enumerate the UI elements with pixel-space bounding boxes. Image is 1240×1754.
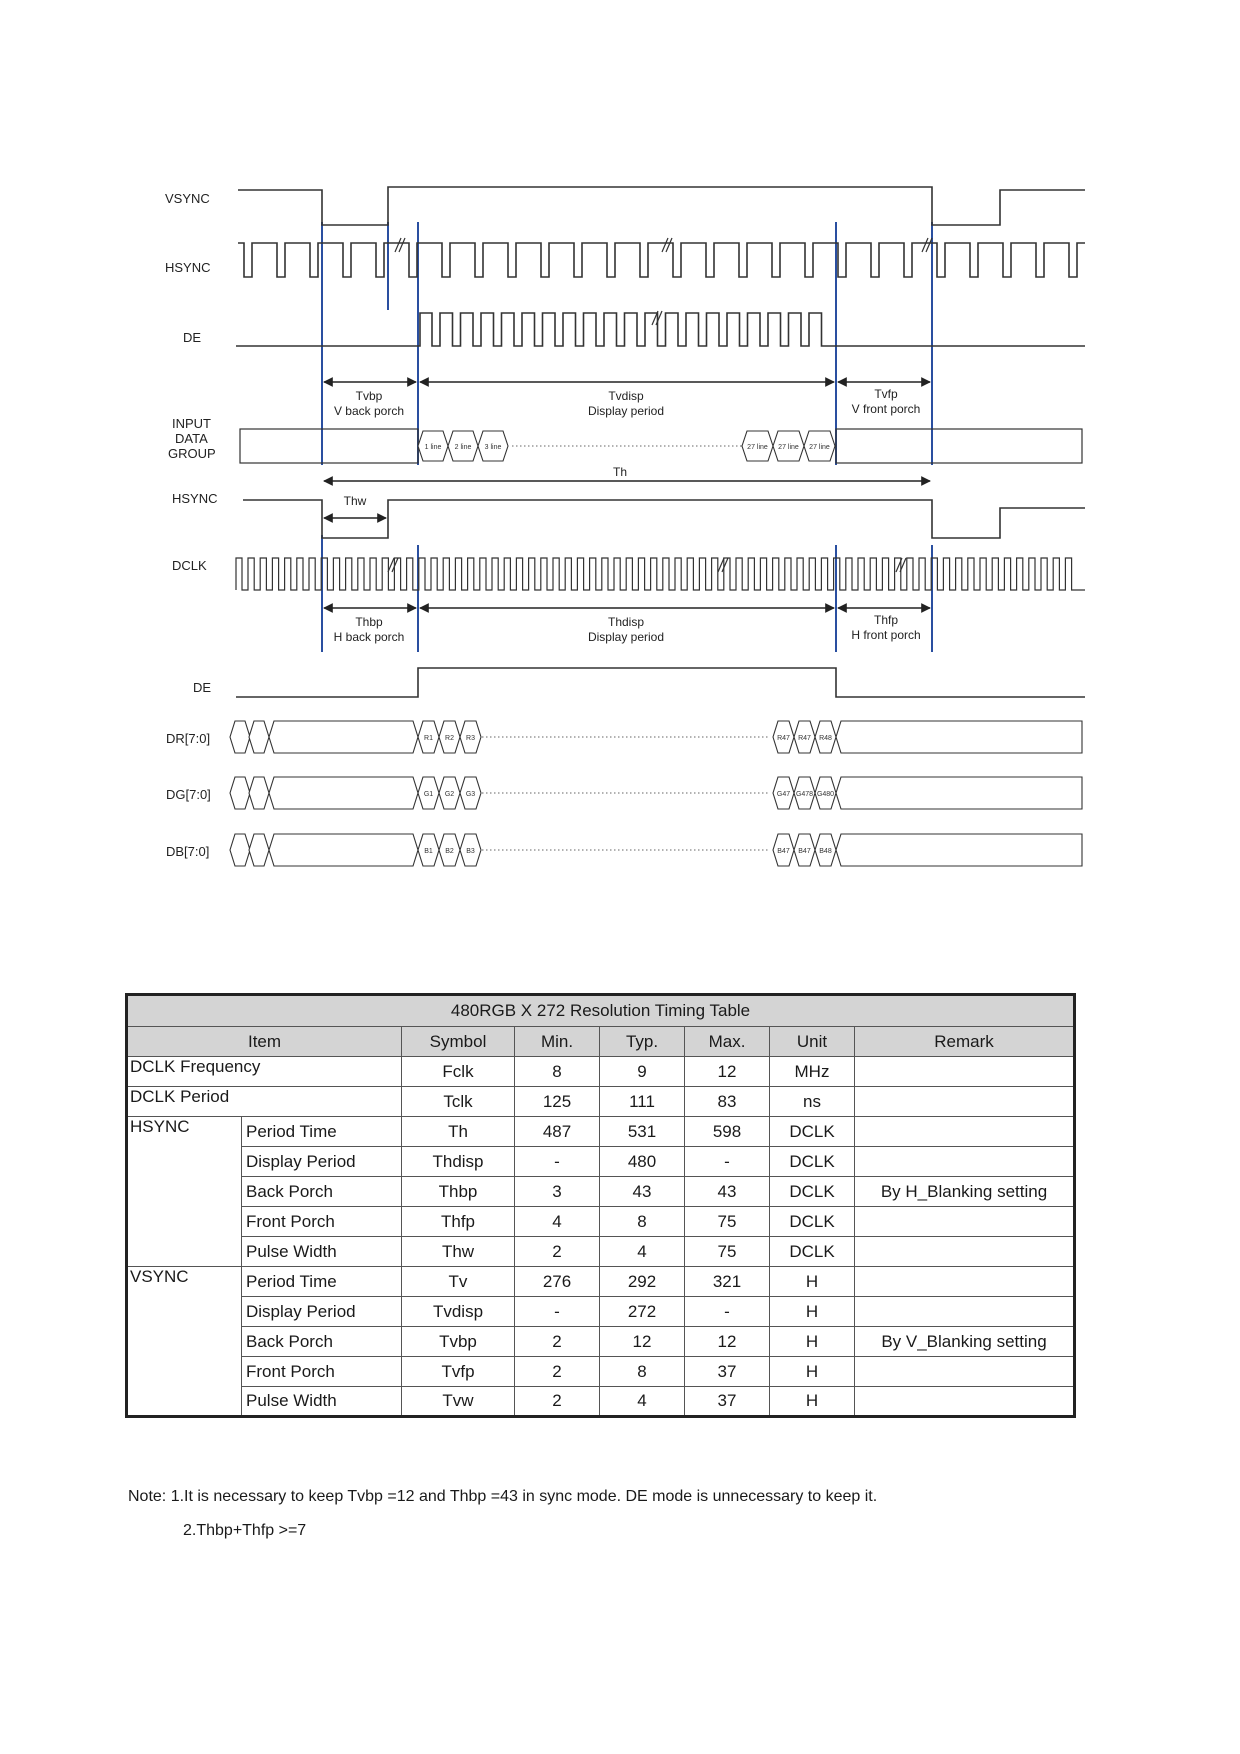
row-remark xyxy=(855,1087,1075,1117)
line-cell-first-1-label: 1 line xyxy=(424,444,442,451)
header-item: Item xyxy=(127,1027,402,1057)
bus-dg-last-2-label: G478 xyxy=(795,791,814,798)
dclk-waveform xyxy=(236,558,1085,590)
row-max: 37 xyxy=(685,1357,770,1387)
row-remark: By H_Blanking setting xyxy=(855,1177,1075,1207)
row-symbol: Thw xyxy=(402,1237,515,1267)
dg-label: DG[7:0] xyxy=(166,787,211,802)
table-row xyxy=(127,1087,1075,1117)
bus-db-blank xyxy=(269,834,418,866)
bus-db-lead-1 xyxy=(230,834,250,866)
bus-dr-lead-2 xyxy=(249,721,269,753)
bus-db-last-2-label: B47 xyxy=(798,848,811,855)
bus-dr-blank xyxy=(269,721,418,753)
row-max: - xyxy=(685,1147,770,1177)
header-typ: Typ. xyxy=(600,1027,685,1057)
row-min: 2 xyxy=(515,1237,600,1267)
de-bottom-label: DE xyxy=(193,680,212,695)
table-row xyxy=(127,1147,1075,1177)
row-symbol: Fclk xyxy=(402,1057,515,1087)
db-bus xyxy=(230,834,1082,866)
row-max: 598 xyxy=(685,1117,770,1147)
table-row xyxy=(127,1297,1075,1327)
thdisp-desc: Display period xyxy=(587,630,665,644)
bus-dg-lead-1 xyxy=(230,777,250,809)
line-cells xyxy=(418,431,835,461)
row-param: Back Porch xyxy=(242,1327,402,1357)
row-typ: 43 xyxy=(600,1177,685,1207)
row-param: Front Porch xyxy=(242,1207,402,1237)
note-2: 2.Thbp+Thfp >=7 xyxy=(183,1522,307,1539)
row-min: 8 xyxy=(515,1057,600,1087)
row-param: Display Period xyxy=(242,1147,402,1177)
thdisp-label: Thdisp xyxy=(607,615,645,629)
row-remark xyxy=(855,1147,1075,1177)
row-param: Pulse Width xyxy=(242,1387,402,1417)
dr-label: DR[7:0] xyxy=(166,731,211,746)
row-remark xyxy=(855,1387,1075,1417)
row-typ: 12 xyxy=(600,1327,685,1357)
row-unit: H xyxy=(770,1297,855,1327)
row-remark xyxy=(855,1297,1075,1327)
note-1: Note: 1.It is necessary to keep Tvbp =12 and Thbp =43 in sync mode. DE mode is unnecessary to keep it. xyxy=(128,1488,878,1505)
row-symbol: Thfp xyxy=(402,1207,515,1237)
bus-db-first-3-label: B3 xyxy=(466,848,475,855)
row-min: 3 xyxy=(515,1177,600,1207)
th-label: Th xyxy=(612,465,628,479)
bus-db-first-1-label: B1 xyxy=(424,848,433,855)
row-unit: DCLK xyxy=(770,1177,855,1207)
input-data-label-2: DATA xyxy=(175,431,208,446)
row-symbol: Tvbp xyxy=(402,1327,515,1357)
bus-dg-last-3-label: G480 xyxy=(816,791,835,798)
bus-db-last-1-label: B47 xyxy=(777,848,790,855)
bus-db-last-3-label: B48 xyxy=(819,848,832,855)
row-min: 2 xyxy=(515,1357,600,1387)
tvdisp-desc: Display period xyxy=(587,404,665,418)
row-max: - xyxy=(685,1297,770,1327)
de-top-label: DE xyxy=(183,330,202,345)
thfp-desc: H front porch xyxy=(851,628,921,642)
thbp-label: Thbp xyxy=(355,615,383,629)
vsync-label: VSYNC xyxy=(165,191,210,206)
line-cell-first-3-label: 3 line xyxy=(484,444,502,451)
row-item: DCLK Period xyxy=(127,1087,402,1117)
table-row xyxy=(127,1207,1075,1237)
bus-dr-first-3-label: R3 xyxy=(466,735,475,742)
row-typ: 8 xyxy=(600,1357,685,1387)
hsync-top-waveform xyxy=(238,243,1085,277)
row-typ: 111 xyxy=(600,1087,685,1117)
row-min: 276 xyxy=(515,1267,600,1297)
row-typ: 480 xyxy=(600,1147,685,1177)
hsync-bottom-label: HSYNC xyxy=(172,491,218,506)
header-unit: Unit xyxy=(770,1027,855,1057)
thw-label: Thw xyxy=(343,494,367,508)
hsync-bottom-waveform xyxy=(243,500,1085,538)
row-param: Back Porch xyxy=(242,1177,402,1207)
row-max: 37 xyxy=(685,1387,770,1417)
thbp-desc: H back porch xyxy=(333,630,405,644)
row-typ: 292 xyxy=(600,1267,685,1297)
row-min: 2 xyxy=(515,1387,600,1417)
row-symbol: Thbp xyxy=(402,1177,515,1207)
table-row xyxy=(127,1177,1075,1207)
row-min: - xyxy=(515,1147,600,1177)
de-top-waveform xyxy=(236,313,1085,346)
bus-dr-last-1-label: R47 xyxy=(777,735,790,742)
tvfp-desc: V front porch xyxy=(851,402,921,416)
row-symbol: Tv xyxy=(402,1267,515,1297)
input-data-label-1: INPUT xyxy=(172,416,211,431)
header-max: Max. xyxy=(685,1027,770,1057)
row-symbol: Thdisp xyxy=(402,1147,515,1177)
bus-dg-lead-2 xyxy=(249,777,269,809)
row-typ: 272 xyxy=(600,1297,685,1327)
table-row xyxy=(127,1237,1075,1267)
table-row xyxy=(127,1267,1075,1297)
row-max: 12 xyxy=(685,1327,770,1357)
row-max: 12 xyxy=(685,1057,770,1087)
row-typ: 4 xyxy=(600,1237,685,1267)
row-typ: 9 xyxy=(600,1057,685,1087)
table-row xyxy=(127,1057,1075,1087)
dclk-label: DCLK xyxy=(172,558,207,573)
de-bottom-waveform xyxy=(236,668,1085,697)
row-max: 321 xyxy=(685,1267,770,1297)
bus-dg-blank xyxy=(269,777,418,809)
header-remark: Remark xyxy=(855,1027,1075,1057)
row-max: 75 xyxy=(685,1237,770,1267)
row-max: 43 xyxy=(685,1177,770,1207)
bus-db-lead-2 xyxy=(249,834,269,866)
row-min: - xyxy=(515,1297,600,1327)
bus-dr-first-2-label: R2 xyxy=(445,735,454,742)
line-cell-last-3-label: 27 line xyxy=(809,444,830,451)
row-item: DCLK Frequency xyxy=(127,1057,402,1087)
row-unit: H xyxy=(770,1327,855,1357)
row-param: Front Porch xyxy=(242,1357,402,1387)
table-title: 480RGB X 272 Resolution Timing Table xyxy=(127,995,1075,1027)
line-cell-last-2-label: 27 line xyxy=(778,444,799,451)
vsync-waveform xyxy=(238,187,1085,225)
dg-bus xyxy=(230,777,1082,809)
tvfp-label: Tvfp xyxy=(874,387,898,401)
table-row xyxy=(127,1117,1075,1147)
input-data-label-3: GROUP xyxy=(168,446,216,461)
row-remark xyxy=(855,1357,1075,1387)
row-max: 75 xyxy=(685,1207,770,1237)
row-unit: H xyxy=(770,1267,855,1297)
row-min: 487 xyxy=(515,1117,600,1147)
row-symbol: Tvdisp xyxy=(402,1297,515,1327)
row-param: Display Period xyxy=(242,1297,402,1327)
row-unit: H xyxy=(770,1357,855,1387)
dr-bus xyxy=(230,721,1082,753)
table-row xyxy=(127,1387,1075,1417)
db-label: DB[7:0] xyxy=(166,844,210,859)
bus-dr-lead-1 xyxy=(230,721,250,753)
bus-dg-first-1-label: G1 xyxy=(423,791,434,798)
row-symbol: Tclk xyxy=(402,1087,515,1117)
row-remark xyxy=(855,1057,1075,1087)
row-group-vsync: VSYNC xyxy=(127,1267,242,1417)
thfp-label: Thfp xyxy=(873,613,899,627)
tvbp-label: Tvbp xyxy=(355,389,383,403)
bus-dg-last-1-label: G47 xyxy=(776,791,791,798)
row-remark xyxy=(855,1267,1075,1297)
row-remark: By V_Blanking setting xyxy=(855,1327,1075,1357)
bus-dr-tail xyxy=(836,721,1082,753)
bus-dg-first-2-label: G2 xyxy=(444,791,455,798)
bus-dr-last-2-label: R47 xyxy=(798,735,811,742)
row-unit: DCLK xyxy=(770,1207,855,1237)
row-unit: DCLK xyxy=(770,1117,855,1147)
row-unit: H xyxy=(770,1387,855,1417)
row-min: 2 xyxy=(515,1327,600,1357)
row-unit: MHz xyxy=(770,1057,855,1087)
row-min: 4 xyxy=(515,1207,600,1237)
hsync-top-label: HSYNC xyxy=(165,260,211,275)
row-typ: 4 xyxy=(600,1387,685,1417)
bus-db-first-2-label: B2 xyxy=(445,848,454,855)
row-unit: DCLK xyxy=(770,1147,855,1177)
row-symbol: Tvfp xyxy=(402,1357,515,1387)
header-min: Min. xyxy=(515,1027,600,1057)
timing-table xyxy=(125,993,1076,1418)
row-symbol: Tvw xyxy=(402,1387,515,1417)
bus-dg-first-3-label: G3 xyxy=(465,791,476,798)
row-max: 83 xyxy=(685,1087,770,1117)
table-row xyxy=(127,1357,1075,1387)
bus-dr-last-3-label: R48 xyxy=(819,735,832,742)
row-remark xyxy=(855,1207,1075,1237)
line-cell-last-1-label: 27 line xyxy=(747,444,768,451)
row-unit: DCLK xyxy=(770,1237,855,1267)
row-group-hsync: HSYNC xyxy=(127,1117,242,1267)
notes xyxy=(128,1480,877,1548)
row-param: Period Time xyxy=(242,1117,402,1147)
table-row xyxy=(127,1327,1075,1357)
header-symbol: Symbol xyxy=(402,1027,515,1057)
line-cell-first-2-label: 2 line xyxy=(454,444,472,451)
bus-dr-first-1-label: R1 xyxy=(424,735,433,742)
row-unit: ns xyxy=(770,1087,855,1117)
row-symbol: Th xyxy=(402,1117,515,1147)
bus-dg-tail xyxy=(836,777,1082,809)
row-typ: 8 xyxy=(600,1207,685,1237)
tvbp-desc: V back porch xyxy=(333,404,405,418)
row-param: Period Time xyxy=(242,1267,402,1297)
row-remark xyxy=(855,1117,1075,1147)
bus-db-tail xyxy=(836,834,1082,866)
tvdisp-label: Tvdisp xyxy=(608,389,644,403)
row-typ: 531 xyxy=(600,1117,685,1147)
input-data-group-row xyxy=(240,429,1082,463)
row-min: 125 xyxy=(515,1087,600,1117)
row-remark xyxy=(855,1237,1075,1267)
row-param: Pulse Width xyxy=(242,1237,402,1267)
